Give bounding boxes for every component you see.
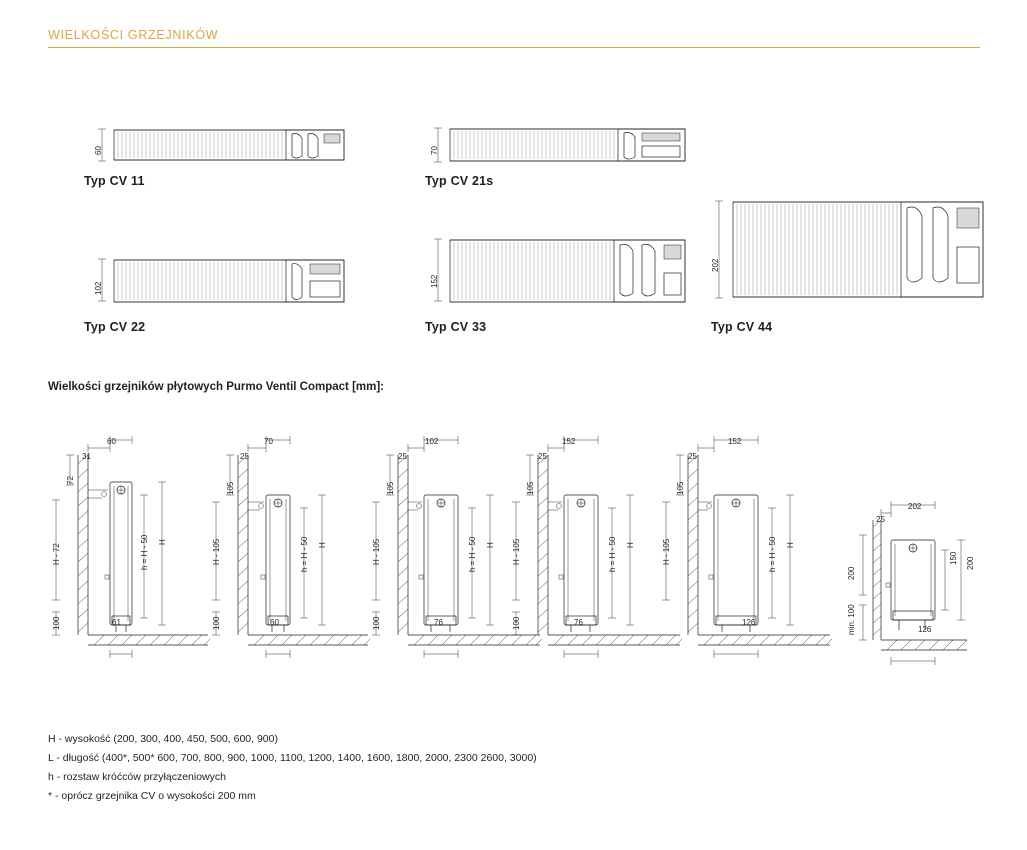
dim-cv11-rozstaw: h = H - 50 [140,534,149,570]
dim-cv21s-floor: 100 [212,616,221,630]
dim-cv33-depth-top: 152 [562,437,576,446]
dim-cv33-rozstaw: h = H - 50 [608,536,617,572]
dim-cv21s-depth-top: 70 [264,437,273,446]
dim-cv22-bottomwidth: 76 [434,618,443,627]
dim-cv44-h-minus: H - 105 [662,538,671,565]
dim-cv22-depth-top: 102 [425,437,439,446]
install-drawing-cv21s [208,440,378,665]
install-drawing-detail [835,505,975,670]
dim-cv44-h-axis: H [786,542,795,548]
dim-cv21s-h-axis: H [318,542,327,548]
dim-cv33-floor: 100 [512,616,521,630]
cross-section-cv22 [78,255,358,307]
legend-line-h: H - wysokość (200, 300, 400, 450, 500, 600, 900) [48,733,278,745]
dim-cv11-bottomwidth: 61 [112,618,121,627]
dim-cv21s-h-minus: H - 105 [212,538,221,565]
dim-cv21s-bottomwidth: 60 [270,618,279,627]
dim-cv22-wallgap: 25 [398,452,407,461]
dim-cv22-h-axis: H [486,542,495,548]
dim-cv11-h-minus: H - 72 [52,543,61,565]
dim-cv22-depth: 102 [94,281,103,295]
header-divider [48,47,980,48]
dim-cv22-rozstaw: h = H - 50 [468,536,477,572]
dim-cv21s-depth: 70 [430,146,439,155]
dim-cv33-h-minus: H - 105 [512,538,521,565]
dim-cv44-wallgap: 25 [688,452,697,461]
legend-line-l: L - długość (400*, 500* 600, 700, 800, 900, 1000, 1100, 1200, 1400, 1600, 1800, 2000, 2300 2600, 3000) [48,752,537,764]
legend-line-rozstaw: h - rozstaw króćców przyłączeniowych [48,771,226,783]
dim-cv21s-topoffset: 105 [226,481,235,495]
dim-cv11-wallgap: 31 [82,452,91,461]
dim-cv11-topoffset: 72 [66,476,75,485]
label-type-cv22: Typ CV 22 [84,320,146,334]
dim-detail-depth-top: 202 [908,502,922,511]
cross-section-cv33 [420,235,700,307]
dim-cv21s-wallgap: 25 [240,452,249,461]
install-drawing-cv11 [48,440,218,665]
dim-cv22-floor: 100 [372,616,381,630]
label-type-cv44: Typ CV 44 [711,320,773,334]
cross-section-cv44 [705,195,990,305]
dim-detail-wallgap: 25 [876,515,885,524]
dim-detail-outer-height: 200 [966,556,975,570]
cross-section-cv11 [78,125,358,170]
dim-cv22-h-minus: H - 105 [372,538,381,565]
dim-cv11-h-axis: H [158,539,167,545]
dim-cv33-wallgap: 25 [538,452,547,461]
dim-cv44-bottomwidth: 126 [742,618,756,627]
dim-cv33-topoffset: 105 [526,481,535,495]
dim-cv21s-rozstaw: h = H - 50 [300,536,309,572]
label-type-cv21s: Typ CV 21s [425,174,494,188]
dim-detail-height-left: 200 [847,566,856,580]
dim-cv11-floor: 100 [52,616,61,630]
dim-cv11-depth: 60 [94,146,103,155]
section-title: Wielkości grzejników płytowych Purmo Ventil Compact [mm]: [48,381,385,393]
dim-cv44-rozstaw: h = H - 50 [768,536,777,572]
label-type-cv33: Typ CV 33 [425,320,487,334]
cross-section-cv21s [420,122,700,170]
legend-line-footnote: * - oprócz grzejnika CV o wysokości 200 mm [48,790,256,802]
dim-detail-bottomwidth: 126 [918,625,932,634]
dim-cv33-bottomwidth: 76 [574,618,583,627]
dim-cv44-topoffset: 105 [676,481,685,495]
install-drawing-cv44 [658,440,838,665]
dim-cv33-depth: 152 [430,274,439,288]
dim-cv44-depth: 202 [711,258,720,272]
label-type-cv11: Typ CV 11 [84,174,145,188]
dim-detail-inner-height: 150 [949,551,958,565]
dim-cv44-depth-top: 152 [728,437,742,446]
dim-cv22-topoffset: 105 [386,481,395,495]
page-title: WIELKOŚCI GRZEJNIKÓW [48,28,219,42]
dim-cv11-depth-top: 60 [107,437,116,446]
dim-cv33-h-axis: H [626,542,635,548]
dim-detail-min-floor: min. 100 [847,604,856,635]
